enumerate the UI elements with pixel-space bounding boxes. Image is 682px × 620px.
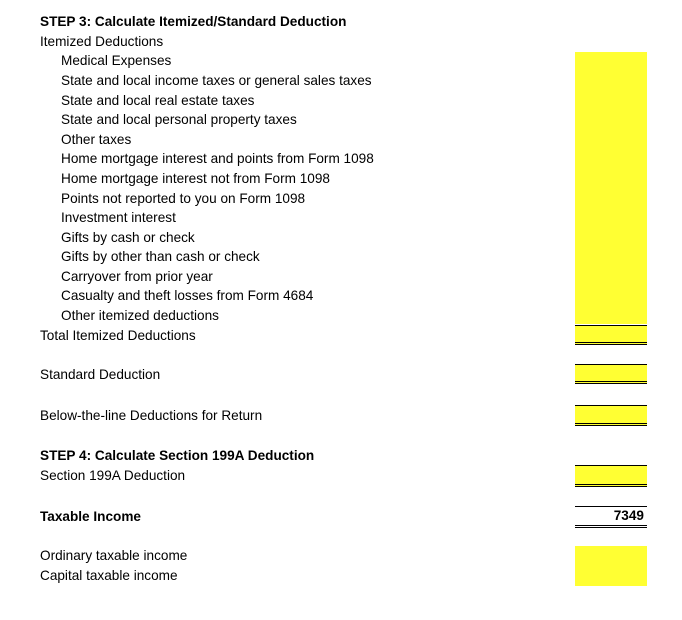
standard-deduction-label: Standard Deduction [40, 367, 161, 382]
item-label: Medical Expenses [61, 53, 172, 68]
below-line-deductions-cell[interactable] [575, 405, 647, 426]
item-label: State and local income taxes or general sales taxes [61, 73, 372, 88]
step3-heading: STEP 3: Calculate Itemized/Standard Deduction [40, 14, 347, 29]
item-label: Home mortgage interest not from Form 1098 [61, 171, 330, 186]
item-label: Gifts by cash or check [61, 230, 195, 245]
taxable-income-label: Taxable Income [40, 509, 141, 524]
item-label: Investment interest [61, 210, 176, 225]
total-itemized-deductions-cell[interactable] [575, 325, 647, 345]
item-label: State and local personal property taxes [61, 112, 297, 127]
item-label: Other itemized deductions [61, 308, 219, 323]
section-199a-label: Section 199A Deduction [40, 468, 186, 483]
ordinary-taxable-income-label: Ordinary taxable income [40, 548, 188, 563]
item-label: Casualty and theft losses from Form 4684 [61, 288, 314, 303]
capital-taxable-income-label: Capital taxable income [40, 568, 178, 583]
taxable-income-value: 7349 [575, 506, 647, 528]
section-199a-deduction-cell[interactable] [575, 465, 647, 487]
itemized-deductions-label: Itemized Deductions [40, 34, 164, 49]
item-label: Home mortgage interest and points from Form 1098 [61, 151, 374, 166]
total-itemized-label: Total Itemized Deductions [40, 328, 196, 343]
item-label: State and local real estate taxes [61, 93, 255, 108]
item-label: Points not reported to you on Form 1098 [61, 191, 306, 206]
item-label: Gifts by other than cash or check [61, 249, 260, 264]
below-line-deductions-label: Below-the-line Deductions for Return [40, 408, 263, 423]
step4-heading: STEP 4: Calculate Section 199A Deduction [40, 448, 315, 463]
item-label: Carryover from prior year [61, 269, 213, 284]
itemized-deductions-input-column[interactable] [575, 52, 647, 324]
item-label: Other taxes [61, 132, 132, 147]
standard-deduction-cell[interactable] [575, 364, 647, 384]
ordinary-capital-income-cells[interactable] [575, 546, 647, 586]
